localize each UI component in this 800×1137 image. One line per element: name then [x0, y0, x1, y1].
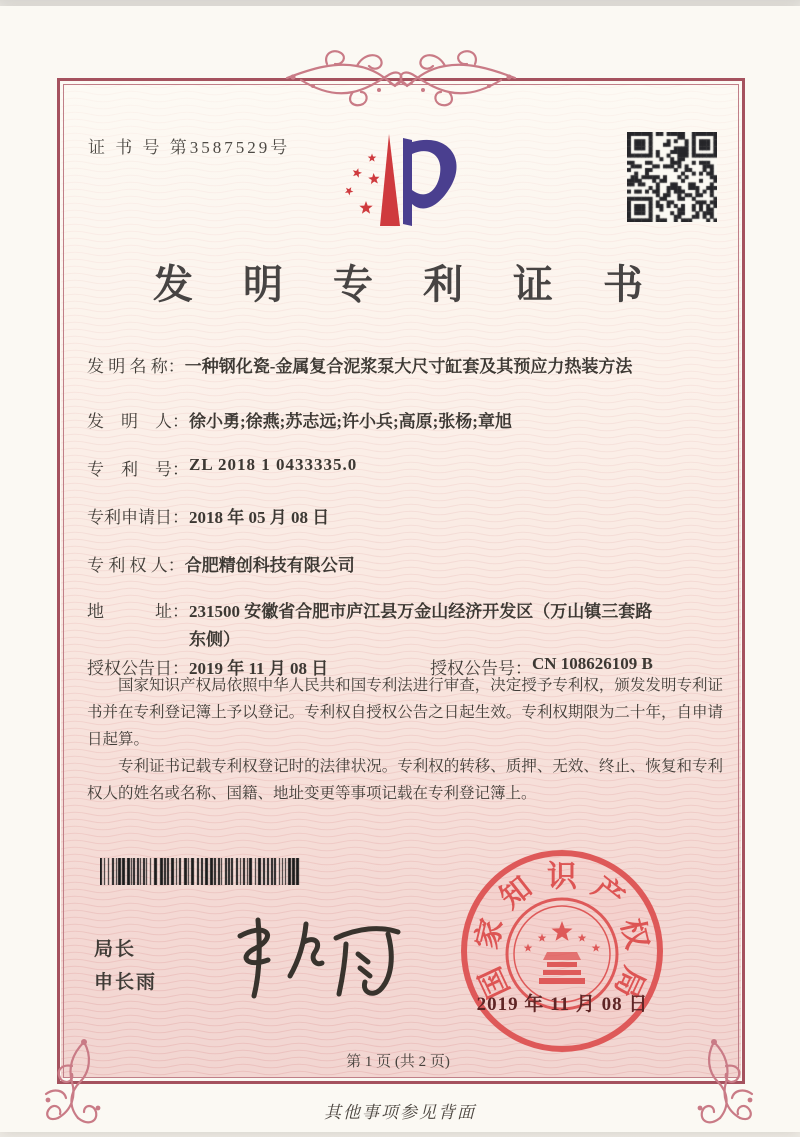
field-label: 地 址： [87, 602, 189, 621]
field-address [87, 598, 727, 654]
field-patent-number [87, 455, 727, 480]
barcode [100, 858, 300, 885]
signer-title: 局长 [94, 939, 137, 960]
certificate-title: 发 明 专 利 证 书 [153, 262, 663, 307]
certificate-page [0, 6, 800, 1132]
svg-text:产: 产 [585, 870, 630, 916]
svg-text:家: 家 [470, 915, 510, 953]
field-label: 专 利 号： [87, 460, 189, 479]
handwritten-signature [218, 906, 413, 1004]
svg-text:知: 知 [494, 870, 539, 916]
field-value: ZL 2018 1 0433335.0 [189, 455, 358, 474]
official-red-seal [455, 844, 670, 1059]
certificate-number: 证 书 号 第3587529号 [88, 138, 291, 157]
svg-text:局: 局 [607, 961, 651, 1003]
signer-name: 申长雨 [94, 972, 158, 993]
qr-code [627, 132, 717, 222]
field-value: 2018 年 05 月 08 日 [189, 508, 330, 527]
svg-text:国: 国 [473, 961, 517, 1003]
field-application-date [87, 503, 727, 528]
field-patentee [87, 551, 727, 576]
legal-paragraph-1: 国家知识产权局依照中华人民共和国专利法进行审查，决定授予专利权，颁发发明专利证书并在专利登记簿上予以登记。专利权自授权公告之日起生效。专利权期限为二十年，自申请日起算。 [87, 677, 723, 748]
page-number: 第 1 页 (共 2 页) [346, 1054, 450, 1070]
field-label: 发 明 名 称： [87, 357, 185, 376]
seal-date: 2019 年 11 月 08 日 [476, 994, 649, 1015]
grant-number-value: CN 108626109 B [532, 654, 653, 673]
cnipa-patent-logo-icon [335, 128, 485, 236]
field-value: 一种钢化瓷-金属复合泥浆泵大尺寸缸套及其预应力热装方法 [184, 357, 633, 376]
logo-stars [345, 154, 380, 214]
field-invention-name [87, 352, 727, 377]
legal-paragraph-2: 专利证书记载专利权登记时的法律状况。专利权的转移、质押、无效、终止、恢复和专利权人的姓名或名称、国籍、地址变更等事项记载在专利登记簿上。 [87, 758, 723, 802]
field-inventors [87, 407, 727, 432]
grant-number-label: 授权公告号： [430, 659, 532, 678]
legal-text-block [87, 672, 723, 807]
field-label: 专 利 权 人： [87, 556, 185, 575]
field-value: 231500 安徽省合肥市庐江县万金山经济开发区（万山镇三套路东侧） [189, 602, 653, 649]
field-label: 专利申请日： [87, 508, 189, 527]
grant-date-label: 授权公告日： [87, 659, 189, 678]
grant-date-value: 2019 年 11 月 08 日 [189, 659, 329, 678]
svg-text:权: 权 [614, 915, 654, 953]
field-label: 发 明 人： [87, 412, 189, 431]
field-value: 徐小勇;徐燕;苏志远;许小兵;高原;张杨;章旭 [189, 412, 512, 431]
footer-note: 其他事项参见背面 [324, 1103, 476, 1122]
svg-text:识: 识 [547, 860, 577, 894]
top-center-flourish-ornament [283, 46, 519, 110]
field-value: 合肥精创科技有限公司 [184, 556, 355, 575]
